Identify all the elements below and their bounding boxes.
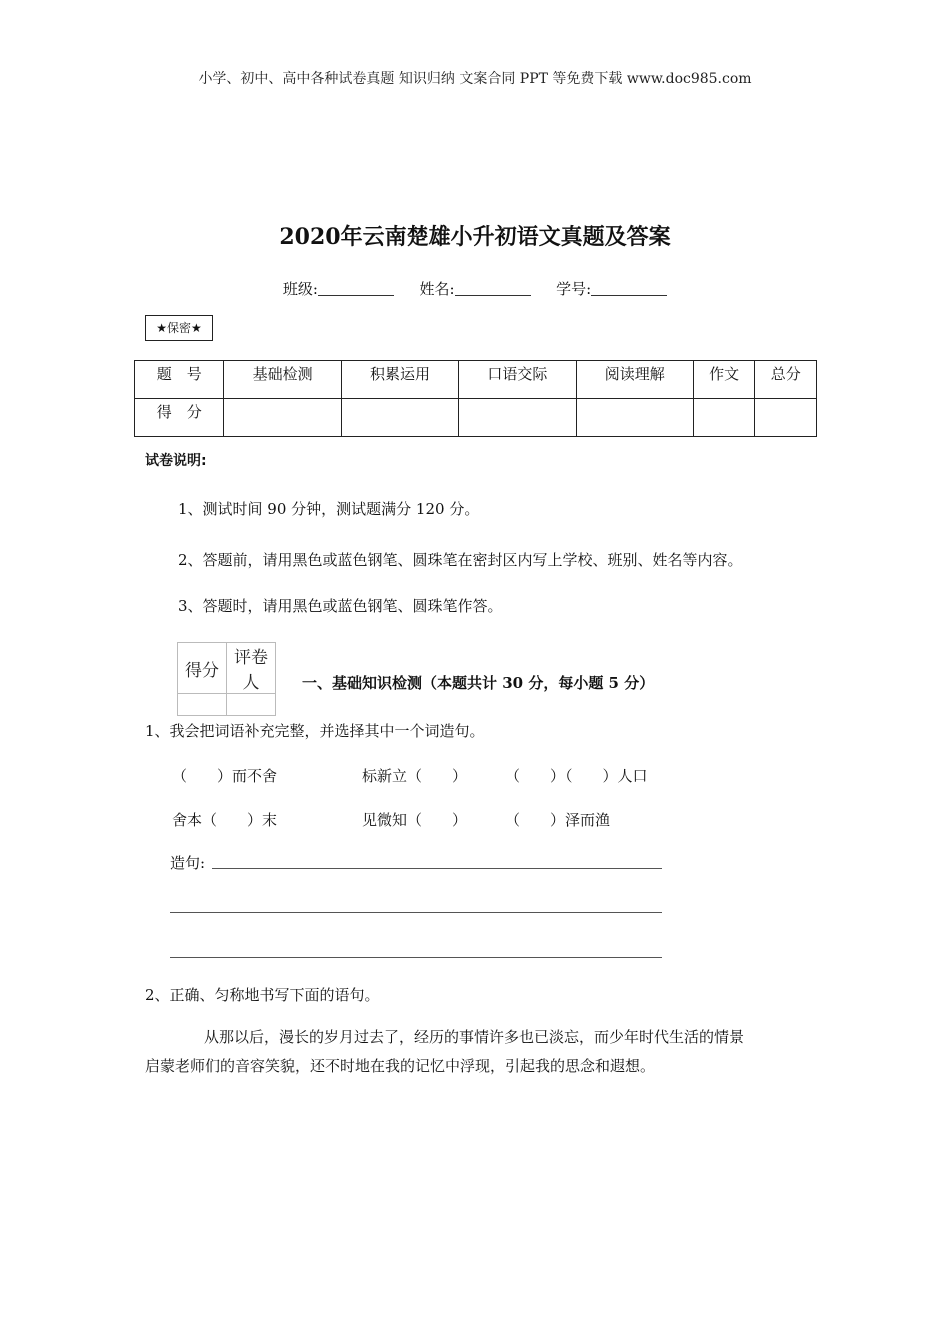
question-2-prompt: 2、正确、匀称地书写下面的语句。 <box>145 986 380 1004</box>
score-table-header-row <box>135 361 817 399</box>
student-info-row <box>0 278 950 299</box>
score-cell <box>693 399 755 437</box>
grader-box <box>177 642 276 716</box>
score-cell <box>341 399 458 437</box>
name-blank <box>455 281 531 296</box>
score-header-cell: 总分 <box>755 361 817 399</box>
confidential-badge: ★保密★ <box>145 315 213 341</box>
score-header-cell: 题 号 <box>135 361 224 399</box>
class-label: 班级: <box>282 280 318 298</box>
grader-score-label: 得分 <box>178 643 227 694</box>
answer-line <box>212 868 662 869</box>
score-cell <box>224 399 341 437</box>
student-id-label: 学号: <box>556 280 592 298</box>
score-table <box>134 360 817 437</box>
fill-blank-item: （ ）（ ）人口 <box>505 767 648 785</box>
score-cell <box>576 399 693 437</box>
score-header-cell: 作文 <box>693 361 755 399</box>
fill-blank-item: 见微知（ ） <box>362 811 468 829</box>
instruction-item: 1、测试时间 90 分钟，测试题满分 120 分。 <box>178 500 480 518</box>
fill-blank-item: （ ）而不舍 <box>172 767 278 785</box>
score-header-cell: 阅读理解 <box>576 361 693 399</box>
fill-blank-item: 标新立（ ） <box>362 767 468 785</box>
question-1-prompt: 1、我会把词语补充完整，并选择其中一个词造句。 <box>145 722 485 740</box>
score-table-score-row <box>135 399 817 437</box>
passage-line: 从那以后，漫长的岁月过去了，经历的事情许多也已淡忘，而少年时代生活的情景 <box>204 1028 745 1046</box>
instruction-item: 2、答题前，请用黑色或蓝色钢笔、圆珠笔在密封区内写上学校、班别、姓名等内容。 <box>178 551 743 569</box>
student-id-blank <box>591 281 667 296</box>
name-label: 姓名: <box>419 280 455 298</box>
score-header-cell: 基础检测 <box>224 361 341 399</box>
grader-name-label: 评卷人 <box>227 643 276 694</box>
class-blank <box>318 281 394 296</box>
exam-title: 2020年云南楚雄小升初语文真题及答案 <box>279 224 671 250</box>
score-header-cell: 口语交际 <box>459 361 576 399</box>
instruction-item: 3、答题时，请用黑色或蓝色钢笔、圆珠笔作答。 <box>178 597 503 615</box>
answer-line <box>170 957 662 958</box>
fill-blank-item: （ ）泽而渔 <box>505 811 611 829</box>
instructions-title: 试卷说明: <box>145 453 207 469</box>
fill-blank-item: 舍本（ ）末 <box>172 811 278 829</box>
grader-name-cell <box>227 694 276 716</box>
answer-line <box>170 912 662 913</box>
sentence-label: 造句: <box>170 854 206 872</box>
passage-line: 启蒙老师们的音容笑貌，还不时地在我的记忆中浮现，引起我的思念和遐想。 <box>145 1057 656 1075</box>
section-1-title: 一、基础知识检测（本题共计 30 分，每小题 5 分） <box>302 674 655 692</box>
page-header-banner: 小学、初中、高中各种试卷真题 知识归纳 文案合同 PPT 等免费下载 www.doc985.com <box>198 71 752 87</box>
score-header-cell: 积累运用 <box>341 361 458 399</box>
score-row-label: 得 分 <box>135 399 224 437</box>
score-cell <box>755 399 817 437</box>
grader-score-cell <box>178 694 227 716</box>
score-cell <box>459 399 576 437</box>
